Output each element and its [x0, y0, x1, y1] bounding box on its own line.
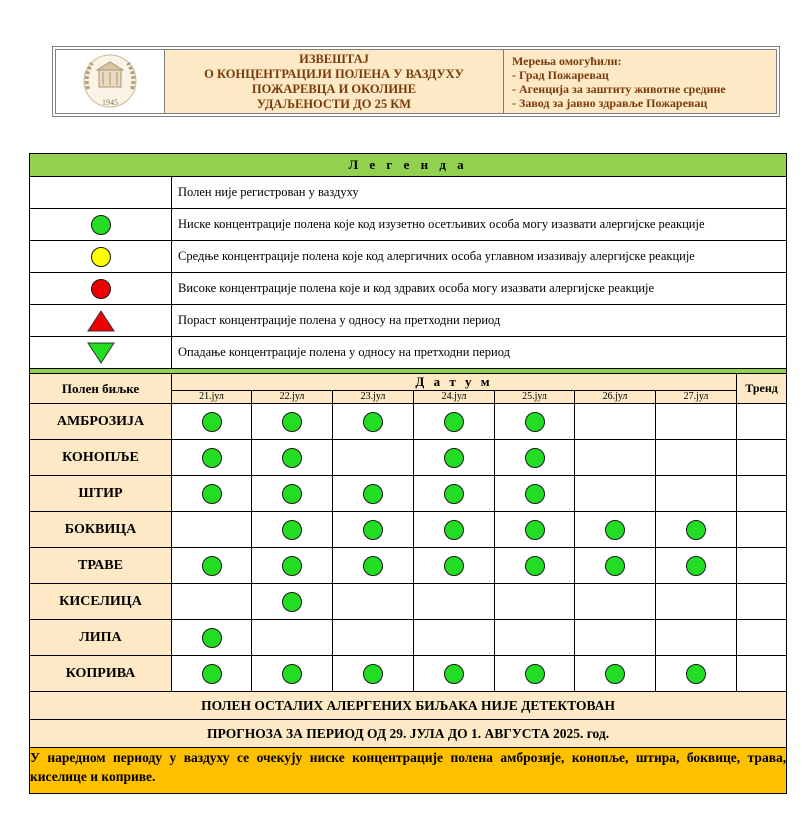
plant-name: ШТИР	[30, 476, 172, 512]
level-cell	[333, 404, 414, 440]
level-cell	[495, 440, 575, 476]
level-cell	[495, 512, 575, 548]
date-label: 24.јул	[414, 391, 495, 404]
level-cell	[575, 440, 656, 476]
level-cell	[333, 476, 414, 512]
date-label: 26.јул	[575, 391, 656, 404]
legend-row	[30, 273, 787, 305]
level-cell	[252, 584, 333, 620]
low-concentration-dot	[605, 520, 625, 540]
low-concentration-dot	[282, 556, 302, 576]
funding-line: - Град Пожаревац	[512, 68, 609, 82]
level-cell	[414, 548, 495, 584]
level-cell	[656, 512, 737, 548]
low-concentration-dot	[444, 448, 464, 468]
plant-row	[30, 440, 787, 476]
low-concentration-dot	[282, 664, 302, 684]
level-cell	[333, 512, 414, 548]
green-circle-icon	[91, 215, 111, 235]
low-concentration-dot	[525, 556, 545, 576]
date-label: 27.јул	[656, 391, 737, 404]
plant-column-header: Полен биљке	[30, 374, 172, 404]
level-cell	[495, 620, 575, 656]
plant-name: БОКВИЦА	[30, 512, 172, 548]
trend-cell	[737, 548, 787, 584]
low-concentration-dot	[525, 484, 545, 504]
trend-column-header: Тренд	[737, 374, 787, 404]
low-concentration-dot	[686, 664, 706, 684]
level-cell	[172, 440, 252, 476]
level-cell	[333, 656, 414, 692]
trend-cell	[737, 440, 787, 476]
level-cell	[333, 548, 414, 584]
level-cell	[656, 548, 737, 584]
level-cell	[414, 476, 495, 512]
legend-row	[30, 337, 787, 369]
level-cell	[172, 620, 252, 656]
low-concentration-dot	[444, 484, 464, 504]
low-concentration-dot	[282, 520, 302, 540]
level-cell	[575, 584, 656, 620]
low-concentration-dot	[525, 412, 545, 432]
low-concentration-dot	[363, 484, 383, 504]
low-concentration-dot	[444, 520, 464, 540]
plant-name: ТРАВЕ	[30, 548, 172, 584]
low-concentration-dot	[525, 520, 545, 540]
legend-text: Ниске концентрације полена које код изузетно осетљивих особа могу изазвати алергијске реакције	[172, 209, 787, 241]
low-concentration-dot	[444, 412, 464, 432]
level-cell	[172, 548, 252, 584]
level-cell	[656, 404, 737, 440]
trend-cell	[737, 476, 787, 512]
low-concentration-dot	[282, 412, 302, 432]
forecast-title-row	[30, 720, 787, 748]
low-concentration-dot	[282, 484, 302, 504]
trend-cell	[737, 404, 787, 440]
level-cell	[656, 656, 737, 692]
level-cell	[575, 656, 656, 692]
legend-row	[30, 209, 787, 241]
low-concentration-dot	[363, 664, 383, 684]
level-cell	[252, 512, 333, 548]
level-cell	[414, 512, 495, 548]
level-cell	[172, 584, 252, 620]
low-concentration-dot	[686, 556, 706, 576]
low-concentration-dot	[363, 556, 383, 576]
institute-seal-icon	[77, 51, 143, 113]
level-cell	[333, 620, 414, 656]
legend-header	[30, 154, 787, 177]
level-cell	[656, 620, 737, 656]
low-concentration-dot	[202, 484, 222, 504]
plant-row	[30, 476, 787, 512]
low-concentration-dot	[202, 664, 222, 684]
plant-row	[30, 512, 787, 548]
level-cell	[252, 548, 333, 584]
level-cell	[333, 584, 414, 620]
date-column-header: Д а т у м	[172, 374, 737, 391]
trend-cell	[737, 512, 787, 548]
title-line: УДАЉЕНОСТИ ДО 25 КМ	[256, 96, 412, 111]
low-concentration-dot	[282, 592, 302, 612]
level-cell	[172, 476, 252, 512]
low-concentration-dot	[363, 412, 383, 432]
red-circle-icon	[91, 279, 111, 299]
level-cell	[414, 620, 495, 656]
level-cell	[495, 584, 575, 620]
low-concentration-dot	[525, 664, 545, 684]
level-cell	[575, 404, 656, 440]
level-cell	[172, 656, 252, 692]
trend-cell	[737, 656, 787, 692]
report-header	[52, 46, 780, 117]
level-cell	[414, 656, 495, 692]
level-cell	[575, 512, 656, 548]
low-concentration-dot	[202, 556, 222, 576]
level-cell	[575, 620, 656, 656]
level-cell	[414, 440, 495, 476]
date-label: 25.јул	[495, 391, 575, 404]
legend-text: Полен није регистрован у ваздуху	[172, 177, 787, 209]
level-cell	[252, 476, 333, 512]
plant-name: КИСЕЛИЦА	[30, 584, 172, 620]
title-line: ИЗВЕШТАЈ	[299, 51, 369, 66]
date-label: 22.јул	[252, 391, 333, 404]
level-cell	[252, 620, 333, 656]
low-concentration-dot	[282, 448, 302, 468]
legend-text: Средње концентрације полена које код алергичних особа углавном изазивају алергијске реакције	[172, 241, 787, 273]
forecast-text: У наредном периоду у ваздуху се очекују ниске концентрације полена амброзије, конопље, штира, боквице, трава, киселице и коприве.	[30, 748, 787, 794]
level-cell	[495, 656, 575, 692]
low-concentration-dot	[202, 448, 222, 468]
funding-info	[504, 50, 776, 113]
legend-text: Опадање концентрације полена у односу на претходни период	[172, 337, 787, 369]
level-cell	[495, 548, 575, 584]
level-cell	[575, 476, 656, 512]
level-cell	[414, 404, 495, 440]
title-line: ПОЖАРЕВЦА И ОКОЛИНЕ	[251, 81, 417, 96]
funding-line: - Агенција за заштиту животне средине	[512, 82, 726, 96]
forecast-row	[30, 748, 787, 794]
legend-row	[30, 305, 787, 337]
other-allergens-note: ПОЛЕН ОСТАЛИХ АЛЕРГЕНИХ БИЉАКА НИЈЕ ДЕТЕКТОВАН	[30, 692, 787, 720]
level-cell	[656, 440, 737, 476]
plant-name: КОНОПЉЕ	[30, 440, 172, 476]
plant-row	[30, 620, 787, 656]
legend-row	[30, 177, 787, 209]
plant-name: ЛИПА	[30, 620, 172, 656]
plant-row	[30, 548, 787, 584]
plant-row	[30, 584, 787, 620]
low-concentration-dot	[444, 556, 464, 576]
legend-symbol-empty	[30, 177, 172, 209]
plant-name: КОПРИВА	[30, 656, 172, 692]
level-cell	[172, 512, 252, 548]
legend-title: Л е г е н д а	[30, 154, 787, 177]
legend-text: Високе концентрације полена које и код здравих особа могу изазвати алергијске реакције	[172, 273, 787, 305]
svg-text:1945: 1945	[102, 97, 118, 107]
green-triangle-down-icon	[87, 342, 115, 364]
report-title	[165, 50, 504, 113]
low-concentration-dot	[363, 520, 383, 540]
low-concentration-dot	[686, 520, 706, 540]
title-line: О КОНЦЕНТРАЦИЈИ ПОЛЕНА У ВАЗДУХУ	[204, 66, 464, 81]
level-cell	[172, 404, 252, 440]
trend-cell	[737, 620, 787, 656]
legend-row	[30, 241, 787, 273]
low-concentration-dot	[202, 412, 222, 432]
low-concentration-dot	[605, 556, 625, 576]
level-cell	[252, 404, 333, 440]
plant-row	[30, 656, 787, 692]
level-cell	[495, 404, 575, 440]
date-label: 23.јул	[333, 391, 414, 404]
low-concentration-dot	[605, 664, 625, 684]
plant-rows	[30, 404, 787, 692]
low-concentration-dot	[525, 448, 545, 468]
other-allergens-row	[30, 692, 787, 720]
level-cell	[656, 584, 737, 620]
low-concentration-dot	[444, 664, 464, 684]
low-concentration-dot	[202, 628, 222, 648]
funding-line: - Завод за јавно здравље Пожаревац	[512, 96, 708, 110]
level-cell	[575, 548, 656, 584]
level-cell	[656, 476, 737, 512]
level-cell	[252, 440, 333, 476]
plant-row	[30, 404, 787, 440]
level-cell	[252, 656, 333, 692]
trend-cell	[737, 584, 787, 620]
forecast-title: ПРОГНОЗА ЗА ПЕРИОД ОД 29. ЈУЛА ДО 1. АВГУСТА 2025. год.	[30, 720, 787, 748]
plant-name: АМБРОЗИЈА	[30, 404, 172, 440]
funding-line: Мерења омогућили:	[512, 54, 622, 68]
red-triangle-up-icon	[87, 310, 115, 332]
level-cell	[414, 584, 495, 620]
yellow-circle-icon	[91, 247, 111, 267]
date-label: 21.јул	[172, 391, 252, 404]
date-header-row	[30, 374, 787, 391]
institute-logo	[56, 50, 165, 113]
level-cell	[333, 440, 414, 476]
legend-text: Пораст концентрације полена у односу на претходни период	[172, 305, 787, 337]
pollen-table	[29, 153, 787, 794]
level-cell	[495, 476, 575, 512]
